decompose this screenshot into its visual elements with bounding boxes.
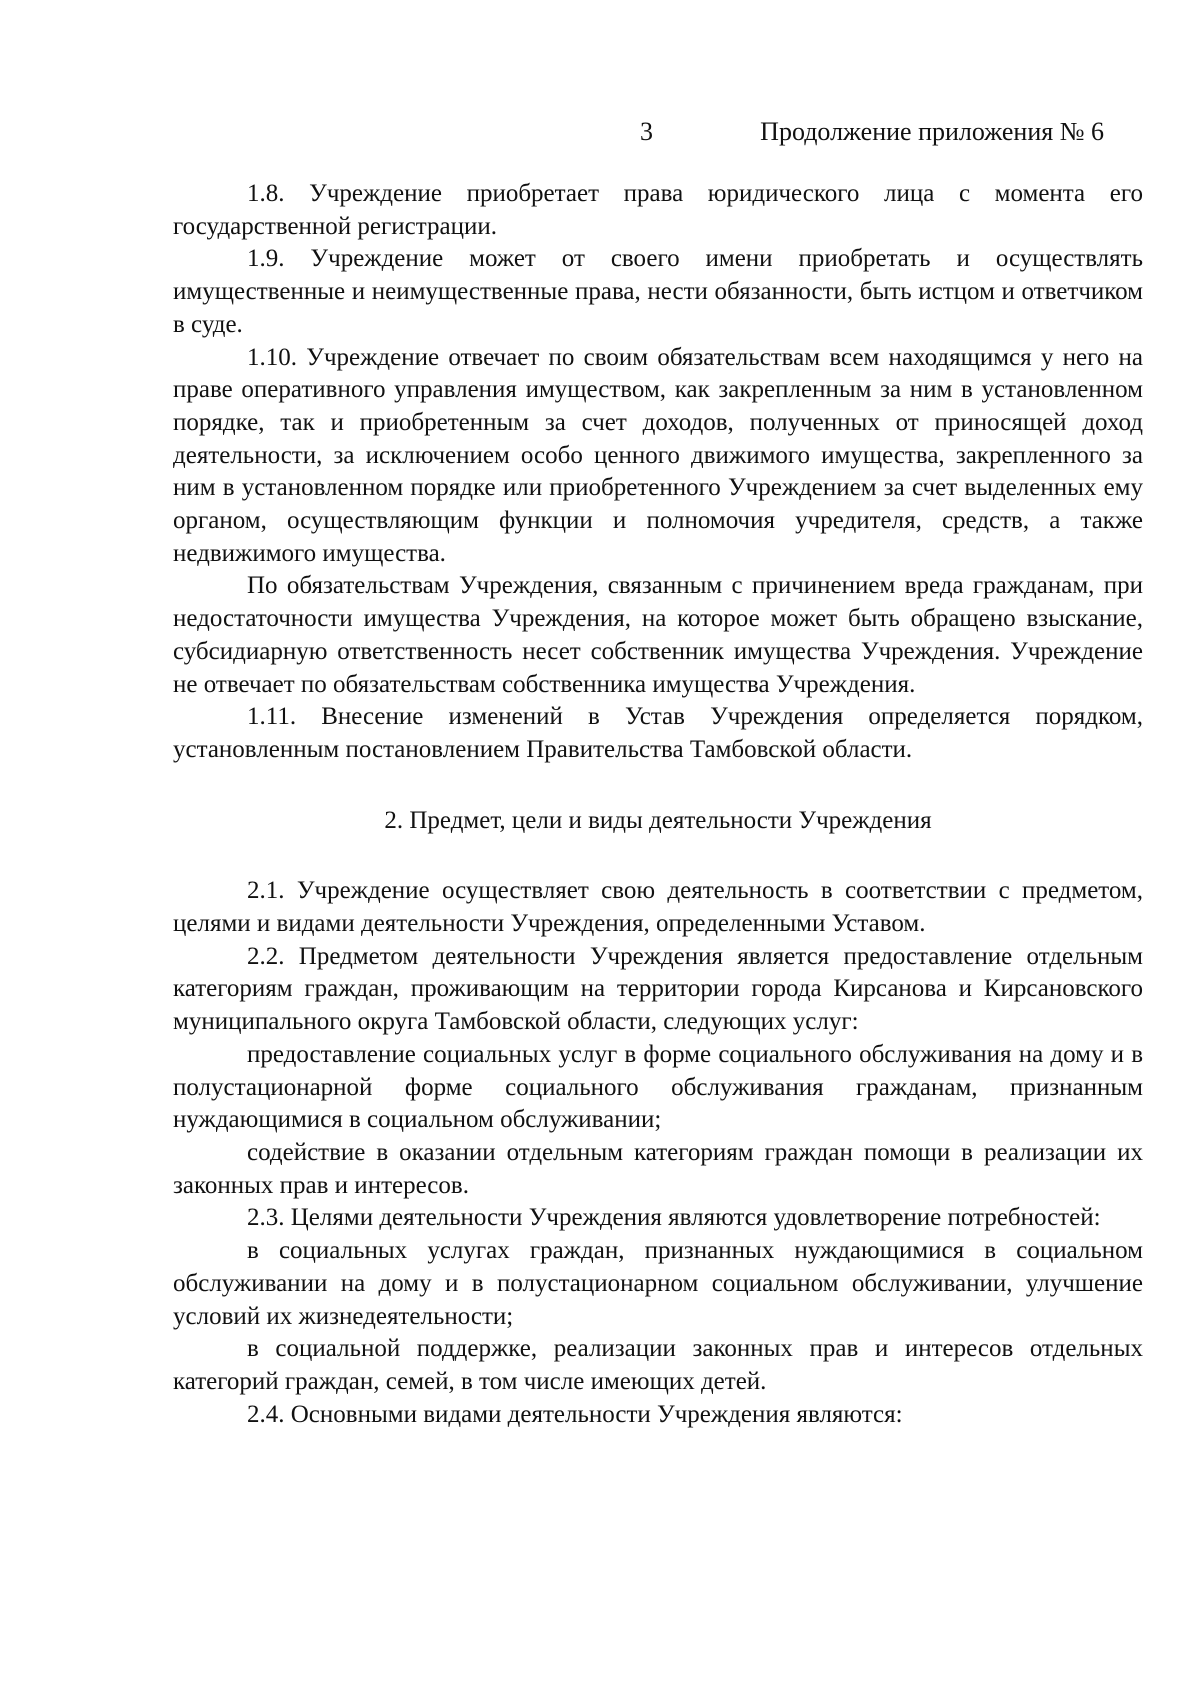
paragraph-2-1: 2.1. Учреждение осуществляет свою деятельность в соответствии с предметом, целями и видами деятельности Учреждения, определенными Уставом. <box>173 877 1143 938</box>
paragraph-1-9: 1.9. Учреждение может от своего имени приобретать и осуществлять имущественные и неимущественные права, нести обязанности, быть истцом и ответчиком в суде. <box>173 245 1143 338</box>
paragraph-2-3-item-1: в социальных услугах граждан, признанных нуждающимися в социальном обслуживании на дому и в полустационарном социальном обслуживании, улучшение условий их жизнедеятельности; <box>173 1237 1143 1330</box>
paragraph-2-2-item-2: содействие в оказании отдельным категориям граждан помощи в реализации их законных прав и интересов. <box>173 1138 1143 1199</box>
document-body <box>173 178 1143 1431</box>
paragraph-liability: По обязательствам Учреждения, связанным с причинением вреда гражданам, при недостаточности имущества Учреждения, на которое может быть обращено взыскание, субсидиарную ответственность несет собственник имущества Учреждения. Учреждение не отвечает по обязательствам собственника имущества Учреждения. <box>173 572 1143 698</box>
paragraph-1-11: 1.11. Внесение изменений в Устав Учреждения определяется порядком, установленным постановлением Правительства Тамбовской области. <box>173 703 1143 763</box>
paragraph-1-8: 1.8. Учреждение приобретает права юридического лица с момента его государственной регистрации. <box>173 180 1143 240</box>
paragraph-2-4: 2.4. Основными видами деятельности Учреждения являются: <box>247 1400 903 1428</box>
page-header <box>0 116 1200 156</box>
paragraph-2-2-item-1: предоставление социальных услуг в форме социального обслуживания на дому и в полустационарной форме социального обслуживания гражданам, признанным нуждающимися в социальном обслуживании; <box>173 1040 1143 1134</box>
section-title: 2. Предмет, цели и виды деятельности Учреждения <box>384 806 932 834</box>
paragraph-2-3: 2.3. Целями деятельности Учреждения являются удовлетворение потребностей: <box>247 1204 1101 1232</box>
paragraph-2-2: 2.2. Предметом деятельности Учреждения является предоставление отдельным категориям граждан, проживающим на территории города Кирсанова и Кирсановского муниципального округа Тамбовской области, следующих услуг: <box>173 942 1143 1036</box>
appendix-continuation-label: Продолжение приложения № 6 <box>760 117 1104 146</box>
paragraph-1-10: 1.10. Учреждение отвечает по своим обязательствам всем находящимся у него на праве оперативного управления имуществом, как закрепленным за ним в установленном порядке, так и приобретенным за счет доходов, полученных от приносящей доход деятельности, за исключением особо ценного движимого имущества, закрепленного за ним в установленном порядке или приобретенного Учреждением за счет выделенных ему органом, осуществляющим функции и полномочия учредителя, средств, а также недвижимого имущества. <box>173 343 1143 567</box>
page-number: 3 <box>640 117 653 146</box>
paragraph-2-3-item-2: в социальной поддержке, реализации законных прав и интересов отдельных категорий граждан, семей, в том числе имеющих детей. <box>173 1335 1143 1395</box>
